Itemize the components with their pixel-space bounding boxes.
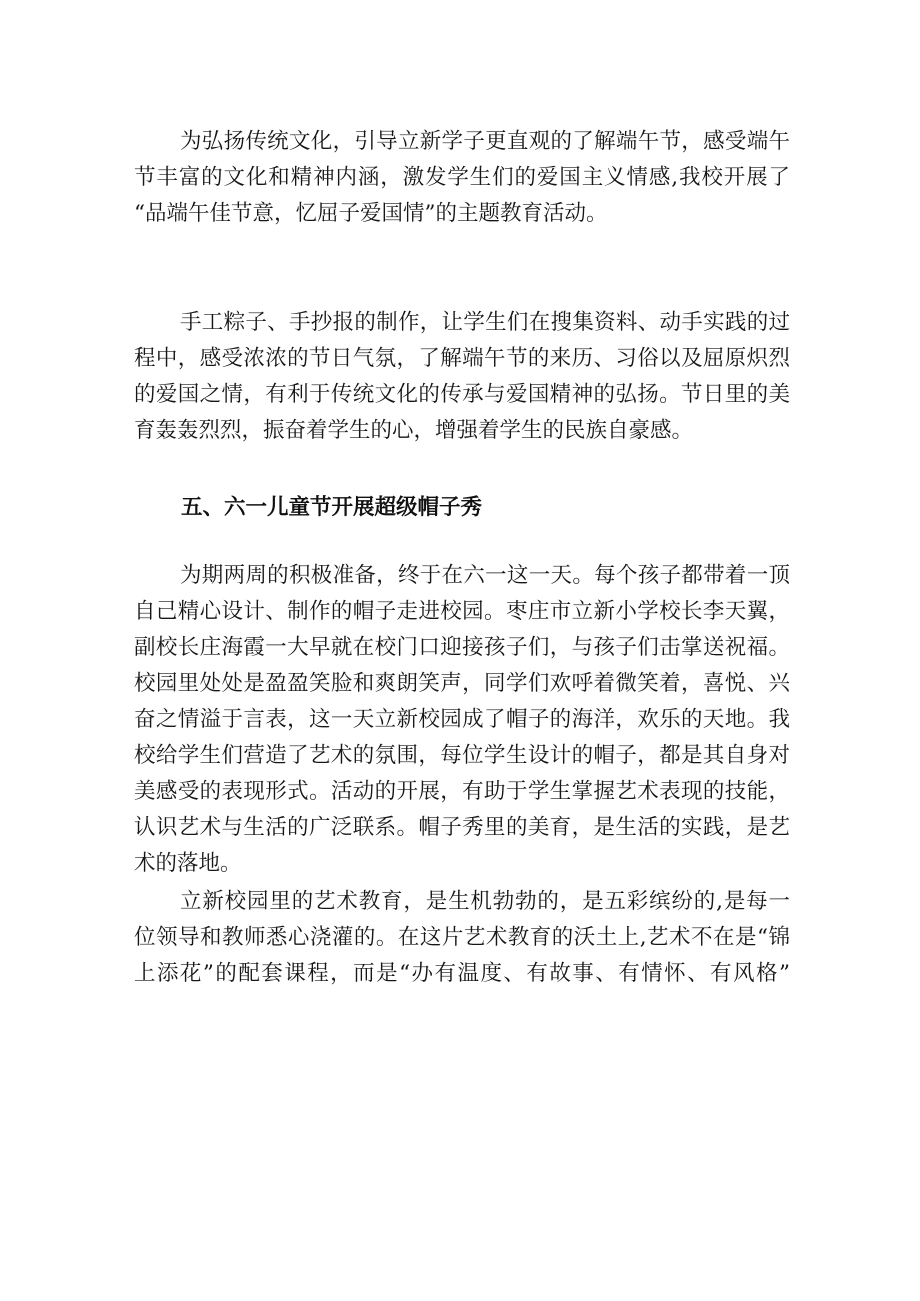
paragraph-line: 美感受的表现形式。活动的开展，有助于学生掌握艺术表现的技能， bbox=[134, 779, 790, 804]
paragraph-dragon-boat-activities bbox=[134, 305, 790, 449]
paragraph-hat-show bbox=[134, 558, 790, 882]
paragraph-line: 校园里处处是盈盈笑脸和爽朗笑声，同学们欢呼着微笑着，喜悦、兴 bbox=[134, 671, 790, 696]
paragraph-art-education bbox=[134, 884, 790, 992]
paragraph-line: 为期两周的积极准备，终于在六一这一天。每个孩子都带着一顶 bbox=[180, 563, 790, 588]
paragraph-line: 育轰轰烈烈，振奋着学生的心，增强着学生的民族自豪感。 bbox=[134, 418, 694, 443]
paragraph-line: 副校长庄海霞一大早就在校门口迎接孩子们，与孩子们击掌送祝福。 bbox=[134, 635, 790, 660]
section-heading: 五、六一儿童节开展超级帽子秀 bbox=[181, 495, 483, 520]
paragraph-line: 认识艺术与生活的广泛联系。帽子秀里的美育，是生活的实践，是艺 bbox=[134, 815, 790, 840]
paragraph-line: 校给学生们营造了艺术的氛围，每位学生设计的帽子，都是其自身对 bbox=[134, 743, 790, 768]
paragraph-line: 手工粽子、手抄报的制作，让学生们在搜集资料、动手实践的过 bbox=[180, 310, 790, 335]
paragraph-line: 为弘扬传统文化，引导立新学子更直观的了解端午节，感受端午 bbox=[180, 129, 790, 154]
paragraph-line: 程中，感受浓浓的节日气氛，了解端午节的来历、习俗以及屈原炽烈 bbox=[134, 346, 790, 371]
paragraph-line: 节丰富的文化和精神内涵，激发学生们的爱国主义情感,我校开展了 bbox=[134, 165, 790, 190]
paragraph-line: 位领导和教师悉心浇灌的。在这片艺术教育的沃土上,艺术不在是“锦 bbox=[134, 925, 790, 950]
paragraph-dragon-boat-intro bbox=[134, 124, 790, 232]
paragraph-line: 自己精心设计、制作的帽子走进校园。枣庄市立新小学校长李天翼， bbox=[134, 599, 790, 624]
paragraph-line: “品端午佳节意，忆屈子爱国情”的主题教育活动。 bbox=[134, 201, 608, 226]
paragraph-line: 奋之情溢于言表，这一天立新校园成了帽子的海洋，欢乐的天地。我 bbox=[134, 707, 790, 732]
paragraph-line: 上添花”的配套课程，而是“办有温度、有故事、有情怀、有风格” bbox=[134, 961, 790, 986]
paragraph-line: 立新校园里的艺术教育，是生机勃勃的，是五彩缤纷的,是每一 bbox=[180, 889, 790, 914]
paragraph-line: 的爱国之情，有利于传统文化的传承与爱国精神的弘扬。节日里的美 bbox=[134, 382, 790, 407]
paragraph-line: 术的落地。 bbox=[134, 851, 242, 876]
